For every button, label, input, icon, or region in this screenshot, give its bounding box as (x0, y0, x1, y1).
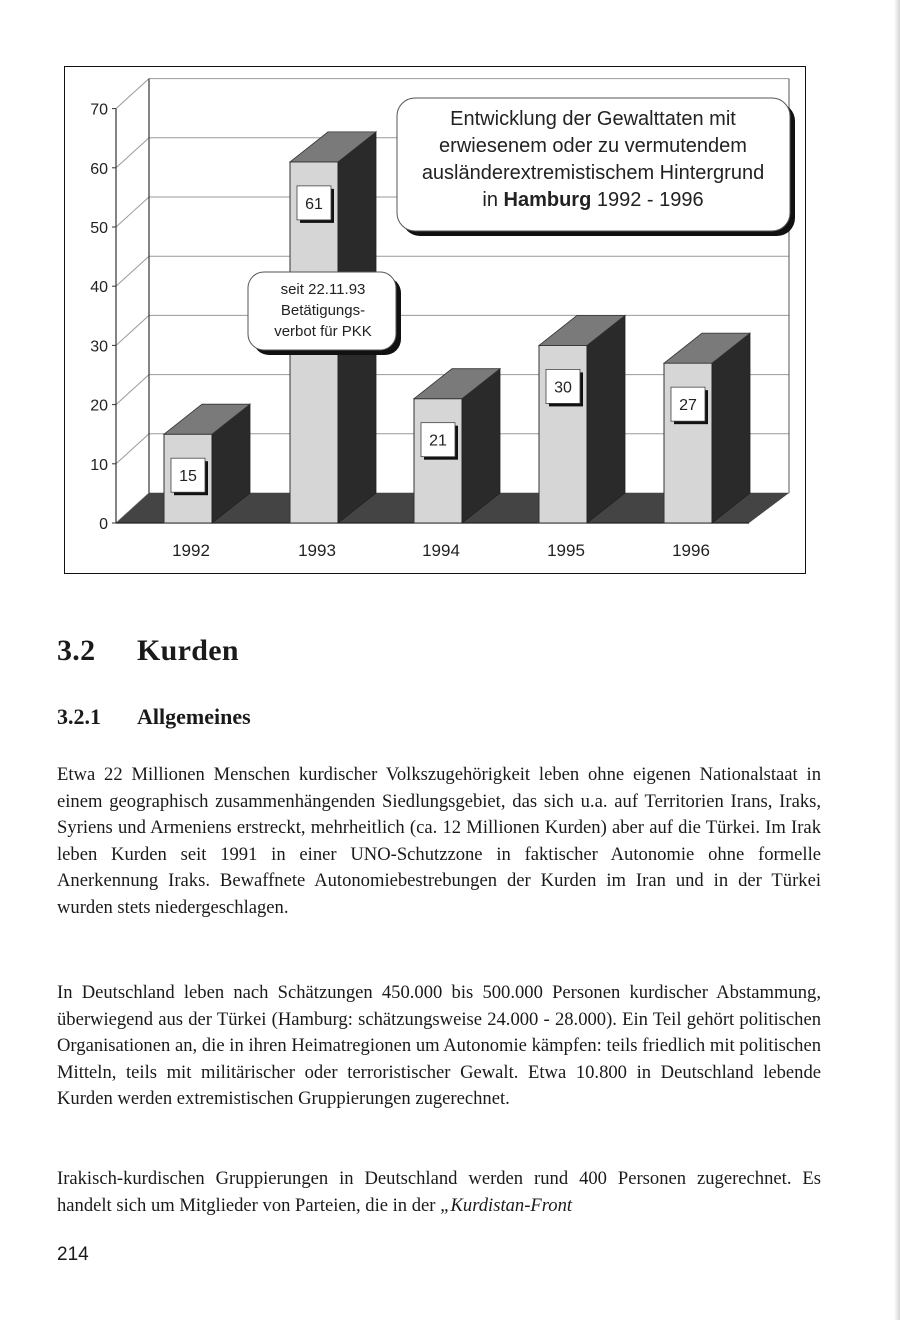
section-number: 3.2 (57, 634, 96, 667)
gridline-side (116, 434, 149, 464)
chart-title-line: Entwicklung der Gewalttaten mit (450, 108, 736, 130)
chart-title-line: erwiesenem oder zu vermutendem (439, 135, 747, 157)
value-label: 15 (179, 468, 197, 486)
bar-group (664, 333, 750, 523)
bar-group (414, 369, 500, 523)
subsection-heading (57, 704, 251, 730)
y-tick-label: 40 (90, 279, 108, 297)
subsection-title: Allgemeines (137, 704, 251, 729)
chart-title-prefix: in (482, 189, 504, 211)
y-tick-label: 10 (90, 456, 108, 474)
gridline-side (116, 256, 149, 286)
bar-side (712, 333, 750, 523)
annotation-line: seit 22.11.93 (280, 281, 366, 298)
bar-group (539, 315, 625, 523)
gridline-side (116, 197, 149, 227)
bar (414, 399, 462, 523)
y-tick-label: 70 (90, 101, 108, 119)
annotation-line: verbot für PKK (274, 323, 372, 340)
bar-chart (64, 66, 806, 574)
value-label: 61 (305, 195, 323, 213)
gridline-side (116, 138, 149, 168)
y-tick-label: 30 (90, 338, 108, 356)
section-heading (57, 634, 239, 668)
value-label: 27 (679, 397, 697, 415)
paragraph-1: Etwa 22 Millionen Menschen kurdischer Volkszugehörigkeit leben ohne eigenen Nationalstaat in einem geographisch zusammenhängenden Siedlungsgebiet, das sich u.a. auf Territorien Irans, Iraks, Syriens und Armeniens erstreckt, mehrheitlich (ca. 12 Millionen Kurden) aber auf die Türkei. Im Irak leben Kurden seit 1991 in einer UNO-Schutzzone in faktischer Autonomie ohne formelle Anerkennung Iraks. Bewaffnete Autonomiebestrebungen der Kurden im Iran und in der Türkei wurden stets niedergeschlagen. (57, 764, 821, 918)
page-number: 214 (57, 1244, 89, 1265)
chart-title-line (482, 189, 703, 211)
paragraph-3 (57, 1166, 821, 1219)
value-label: 30 (554, 379, 572, 397)
paragraph-3-text: Irakisch-kurdischen Gruppierungen in Deutschland werden rund 400 Personen zugerechnet. Es handelt sich um Mitglieder von Parteien, die in der (57, 1168, 821, 1216)
annotation-line: Betätigungs- (280, 302, 366, 319)
paragraph-2: In Deutschland leben nach Schätzungen 450.000 bis 500.000 Personen kurdischer Abstammung, überwiegend aus der Türkei (Hamburg: schätzungsweise 24.000 - 28.000). Ein Teil gehört politischen Organisationen an, die in ihren Heimatregionen um Autonomie kämpfen: teils friedlich mit politischen Mitteln, teils mit militärischer oder terroristischer Gewalt. Etwa 10.800 in Deutschland lebende Kurden werden extremistischen Gruppierungen zugerechnet. (57, 982, 821, 1110)
gridline-side (116, 315, 149, 345)
x-tick-label: 1996 (672, 541, 710, 560)
y-tick-label: 20 (90, 397, 108, 415)
subsection-number: 3.2.1 (57, 704, 101, 729)
x-tick-label: 1994 (422, 541, 460, 560)
value-label: 21 (429, 432, 447, 450)
paragraph-3-italic: „Kurdistan-Front (440, 1194, 573, 1216)
x-tick-label: 1995 (547, 541, 585, 560)
chart-title-line: ausländerextremistischem Hintergrund (421, 162, 765, 184)
bar-side (587, 315, 625, 523)
x-tick-label: 1992 (172, 541, 210, 560)
x-tick-label: 1993 (298, 541, 336, 560)
y-tick-label: 0 (99, 516, 108, 533)
chart-title-city: Hamburg (503, 189, 592, 211)
bar-chart-svg (1, 1, 900, 641)
chart-title-years: 1992 - 1996 (591, 189, 704, 211)
gridline-side (116, 79, 149, 109)
y-tick-label: 50 (90, 220, 108, 237)
gridline-side (116, 375, 149, 405)
section-title: Kurden (137, 634, 239, 667)
y-tick-label: 60 (90, 160, 108, 178)
